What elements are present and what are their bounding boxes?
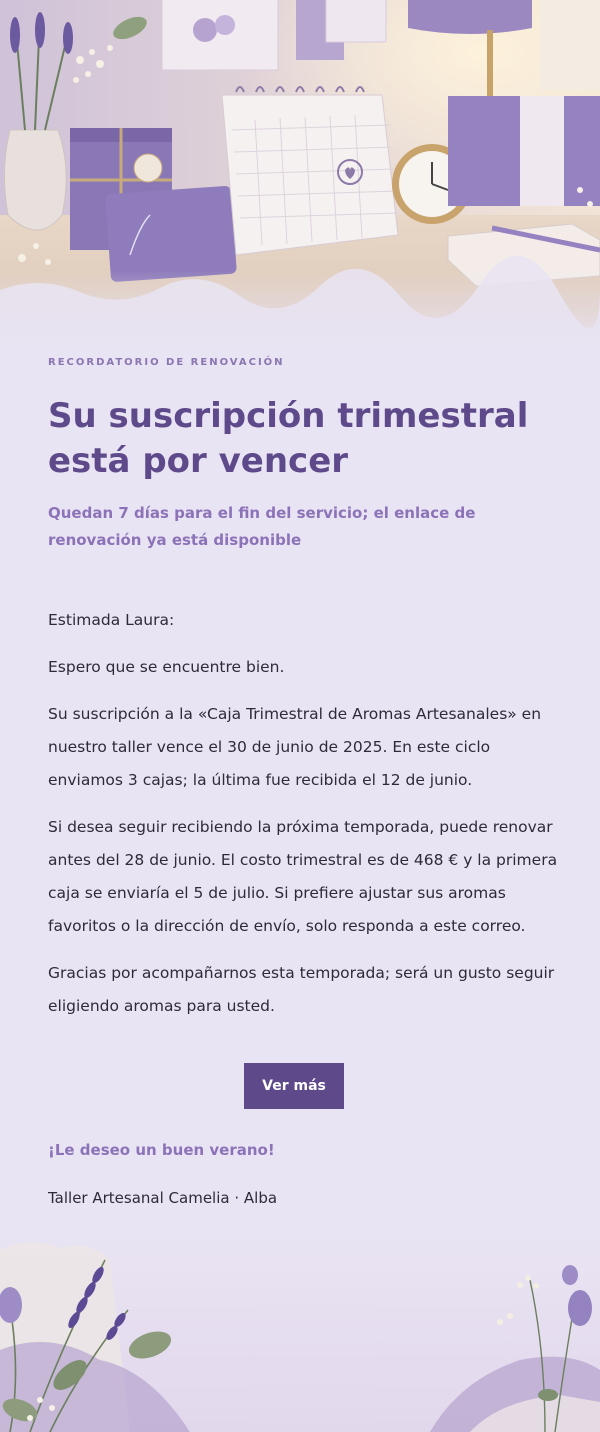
closing-line: ¡Le deseo un buen verano! — [48, 1141, 275, 1159]
hero-image — [0, 0, 600, 350]
title-line-1: Su suscripción trimestral — [48, 396, 529, 436]
footer-decoration — [0, 1230, 600, 1432]
lavender-floral-icon — [0, 1230, 600, 1432]
signature: Taller Artesanal Camelia · Alba — [48, 1189, 278, 1207]
cta-container — [48, 1063, 560, 1109]
greeting: Estimada Laura: — [48, 611, 175, 629]
title-line-2: está por vencer — [48, 441, 349, 481]
page-title — [48, 394, 560, 484]
email-body — [48, 356, 560, 1209]
paragraph-2: Su suscripción a la «Caja Trimestral de Aromas Artesanales» en nuestro taller vence el 30 de junio de 2025. En este ciclo enviamos 3 cajas; la última fue recibida el 12 de junio. — [48, 705, 542, 789]
subtitle: Quedan 7 días para el fin del servicio; el enlace de renovación ya está disponible — [48, 504, 476, 549]
message-body — [48, 604, 560, 1023]
eyebrow-label: RECORDATORIO DE RENOVACIÓN — [48, 357, 285, 368]
paragraph-3: Si desea seguir recibiendo la próxima temporada, puede renovar antes del 28 de junio. El costo trimestral es de 468 € y la primera caja se enviaría el 5 de julio. Si prefiere ajustar sus aromas favoritos o la dirección de envío, solo responda a este correo. — [48, 818, 558, 935]
paragraph-4: Gracias por acompañarnos esta temporada; será un gusto seguir eligiendo aromas para usted. — [48, 964, 555, 1015]
hero-illustration-icon — [0, 0, 600, 350]
paragraph-1: Espero que se encuentre bien. — [48, 658, 285, 676]
view-more-button[interactable]: Ver más — [244, 1063, 344, 1109]
